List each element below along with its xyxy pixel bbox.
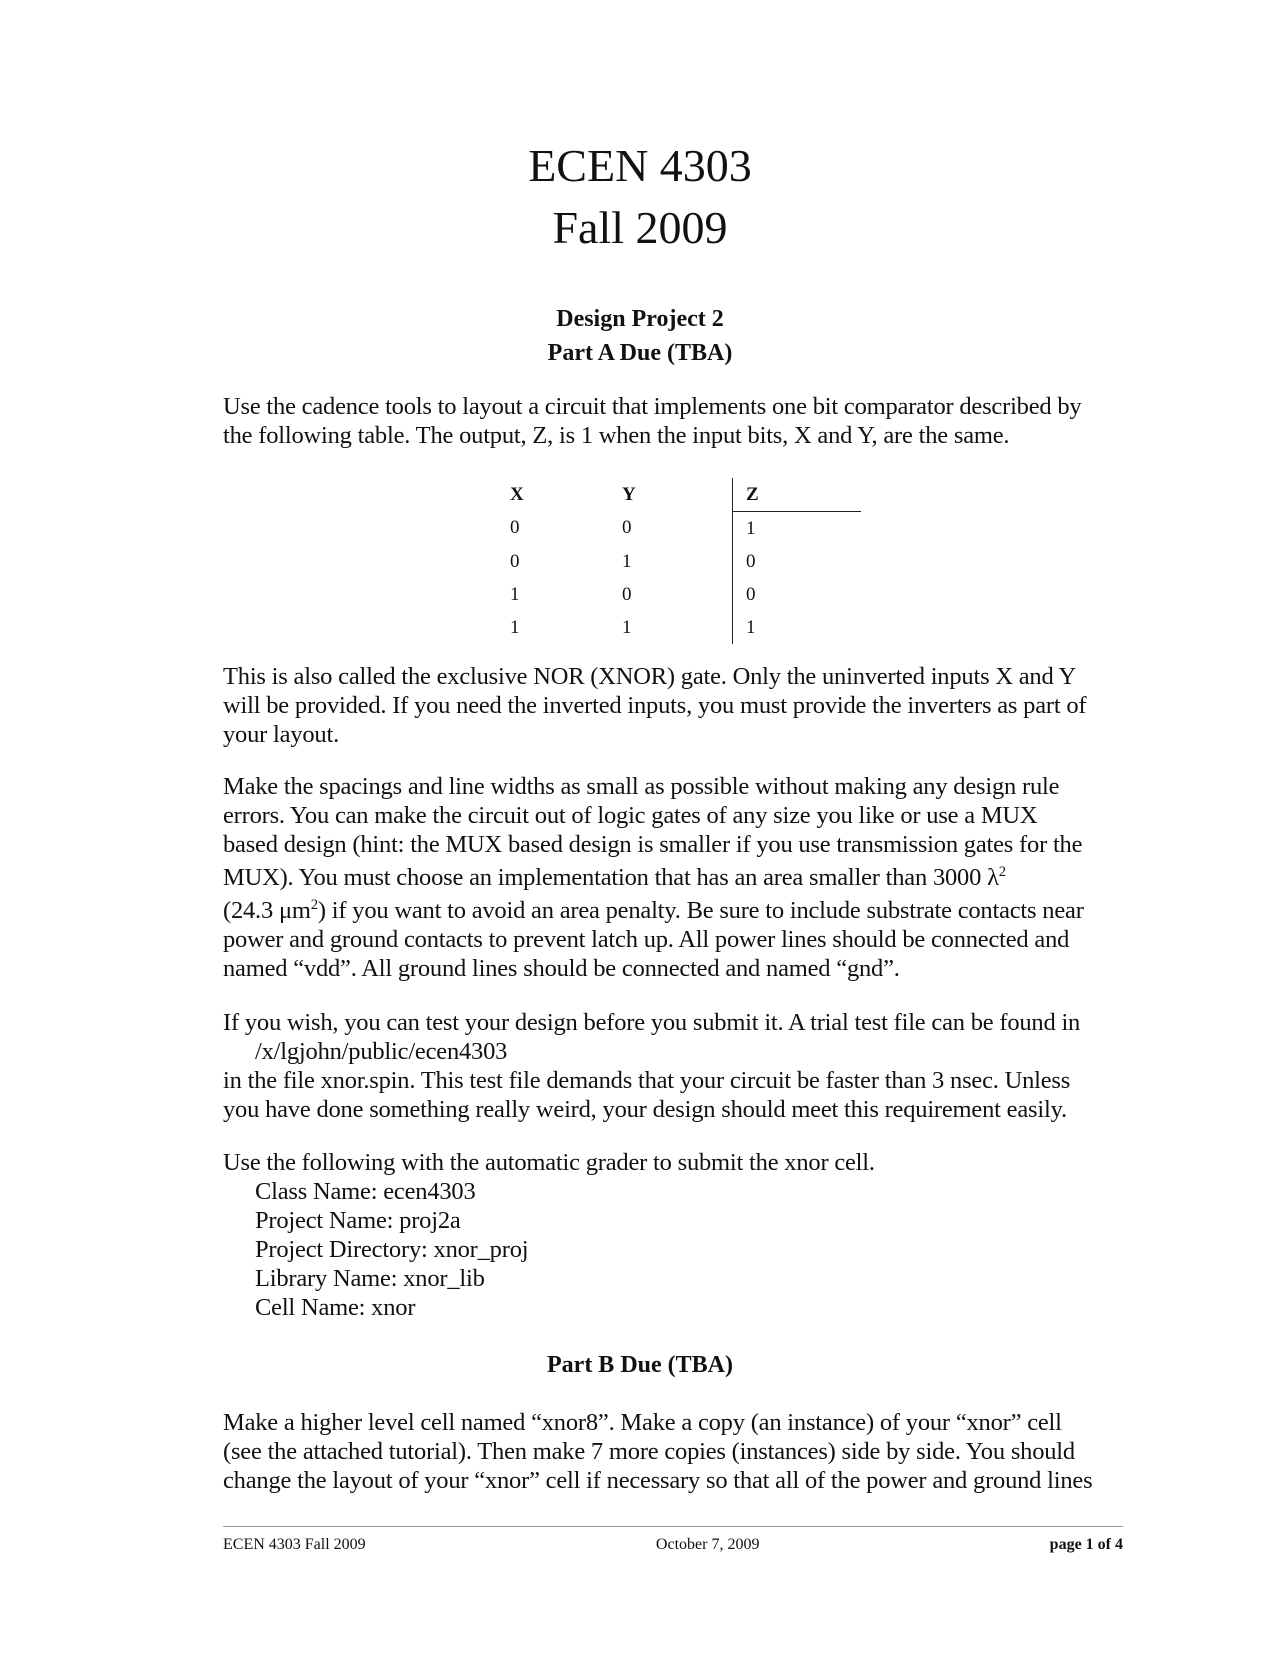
cell-x: 1 (510, 583, 520, 605)
cell-y: 1 (622, 550, 632, 572)
page-footer (223, 1536, 1123, 1554)
header-z: Z (733, 478, 862, 512)
intro-line: Use the cadence tools to layout a circuit that implements one bit comparator described by (223, 393, 1082, 420)
cell-z: 1 (733, 611, 862, 644)
part-b-due: Part B Due (TBA) (547, 1352, 733, 1378)
paragraph-line: will be provided. If you need the inverted inputs, you must provide the inverters as part of (223, 692, 1087, 719)
cell-y: 1 (622, 616, 632, 638)
table-row (510, 545, 861, 578)
footer-divider (223, 1526, 1123, 1527)
paragraph-line: change the layout of your “xnor” cell if necessary so that all of the power and ground lines (223, 1467, 1093, 1494)
table-row (510, 611, 861, 644)
paragraph-line: named “vdd”. All ground lines should be connected and named “gnd”. (223, 955, 900, 982)
paragraph-line: your layout. (223, 721, 339, 748)
paragraph-line: power and ground contacts to prevent latch up. All power lines should be connected and (223, 926, 1070, 953)
submit-library-name: Library Name: xnor_lib (255, 1265, 485, 1292)
project-heading (0, 302, 1280, 370)
cell-x: 0 (510, 550, 520, 572)
lambda-squared-sup: 2 (998, 863, 1006, 880)
paragraph-line: (see the attached tutorial). Then make 7 more copies (instances) side by side. You should (223, 1438, 1075, 1465)
xnor-paragraph (223, 662, 1123, 749)
paragraph-line: based design (hint: the MUX based design is smaller if you use transmission gates for the (223, 831, 1083, 858)
area-limit-text: MUX). You must choose an implementation that has an area smaller than 3000 λ (223, 864, 999, 891)
area-micron-text: (24.3 μm (223, 897, 311, 924)
test-paragraph (223, 1008, 1123, 1124)
submit-paragraph (223, 1148, 1123, 1322)
term-title: Fall 2009 (552, 202, 728, 253)
table-row (510, 512, 861, 546)
footer-date: October 7, 2009 (655, 1536, 760, 1553)
submit-project-name: Project Name: proj2a (255, 1207, 461, 1234)
table-row (510, 578, 861, 611)
submit-cell-name: Cell Name: xnor (255, 1294, 416, 1321)
footer-course: ECEN 4303 Fall 2009 (223, 1536, 366, 1553)
area-penalty-line (223, 896, 1123, 925)
part-b-paragraph (223, 1408, 1123, 1495)
cell-x: 0 (510, 517, 520, 539)
cell-y: 0 (622, 583, 632, 605)
part-a-due: Part A Due (TBA) (547, 340, 733, 366)
paragraph-line: This is also called the exclusive NOR (XNOR) gate. Only the uninverted inputs X and Y (223, 663, 1077, 690)
header-x: X (510, 483, 524, 505)
paragraph-line: Make a higher level cell named “xnor8”. Make a copy (an instance) of your “xnor” cell (223, 1409, 1062, 1436)
course-title: ECEN 4303 (528, 140, 752, 191)
paragraph-line: errors. You can make the circuit out of logic gates of any size you like or use a MUX (223, 802, 1038, 829)
cell-z: 0 (733, 578, 862, 611)
cell-x: 1 (510, 616, 520, 638)
submit-intro: Use the following with the automatic grader to submit the xnor cell. (223, 1149, 875, 1176)
micron-squared-sup: 2 (310, 896, 318, 913)
paragraph-line: you have done something really weird, your design should meet this requirement easily. (223, 1096, 1067, 1123)
submit-project-directory: Project Directory: xnor_proj (255, 1236, 529, 1263)
cell-z: 0 (733, 545, 862, 578)
project-title: Design Project 2 (556, 306, 724, 332)
area-limit-line (223, 863, 1123, 892)
truth-table (510, 478, 861, 644)
header-y: Y (622, 483, 636, 505)
intro-line: the following table. The output, Z, is 1 when the input bits, X and Y, are the same. (223, 422, 1010, 449)
intro-paragraph (223, 392, 1123, 450)
spacing-paragraph (223, 772, 1123, 983)
cell-z: 1 (733, 512, 862, 546)
area-penalty-text: ) if you want to avoid an area penalty. Be sure to include substrate contacts near (317, 897, 1084, 924)
submit-class-name: Class Name: ecen4303 (255, 1178, 476, 1205)
truth-table-header-row (510, 478, 861, 512)
footer-page-number: page 1 of 4 (1049, 1536, 1123, 1553)
paragraph-line: Make the spacings and line widths as small as possible without making any design rule (223, 773, 1060, 800)
paragraph-line: in the file xnor.spin. This test file demands that your circuit be faster than 3 nsec. Unless (223, 1067, 1071, 1094)
paragraph-line: If you wish, you can test your design before you submit it. A trial test file can be found in (223, 1009, 1081, 1036)
document-title (0, 135, 1280, 259)
cell-y: 0 (622, 517, 632, 539)
test-file-path: /x/lgjohn/public/ecen4303 (255, 1038, 508, 1065)
